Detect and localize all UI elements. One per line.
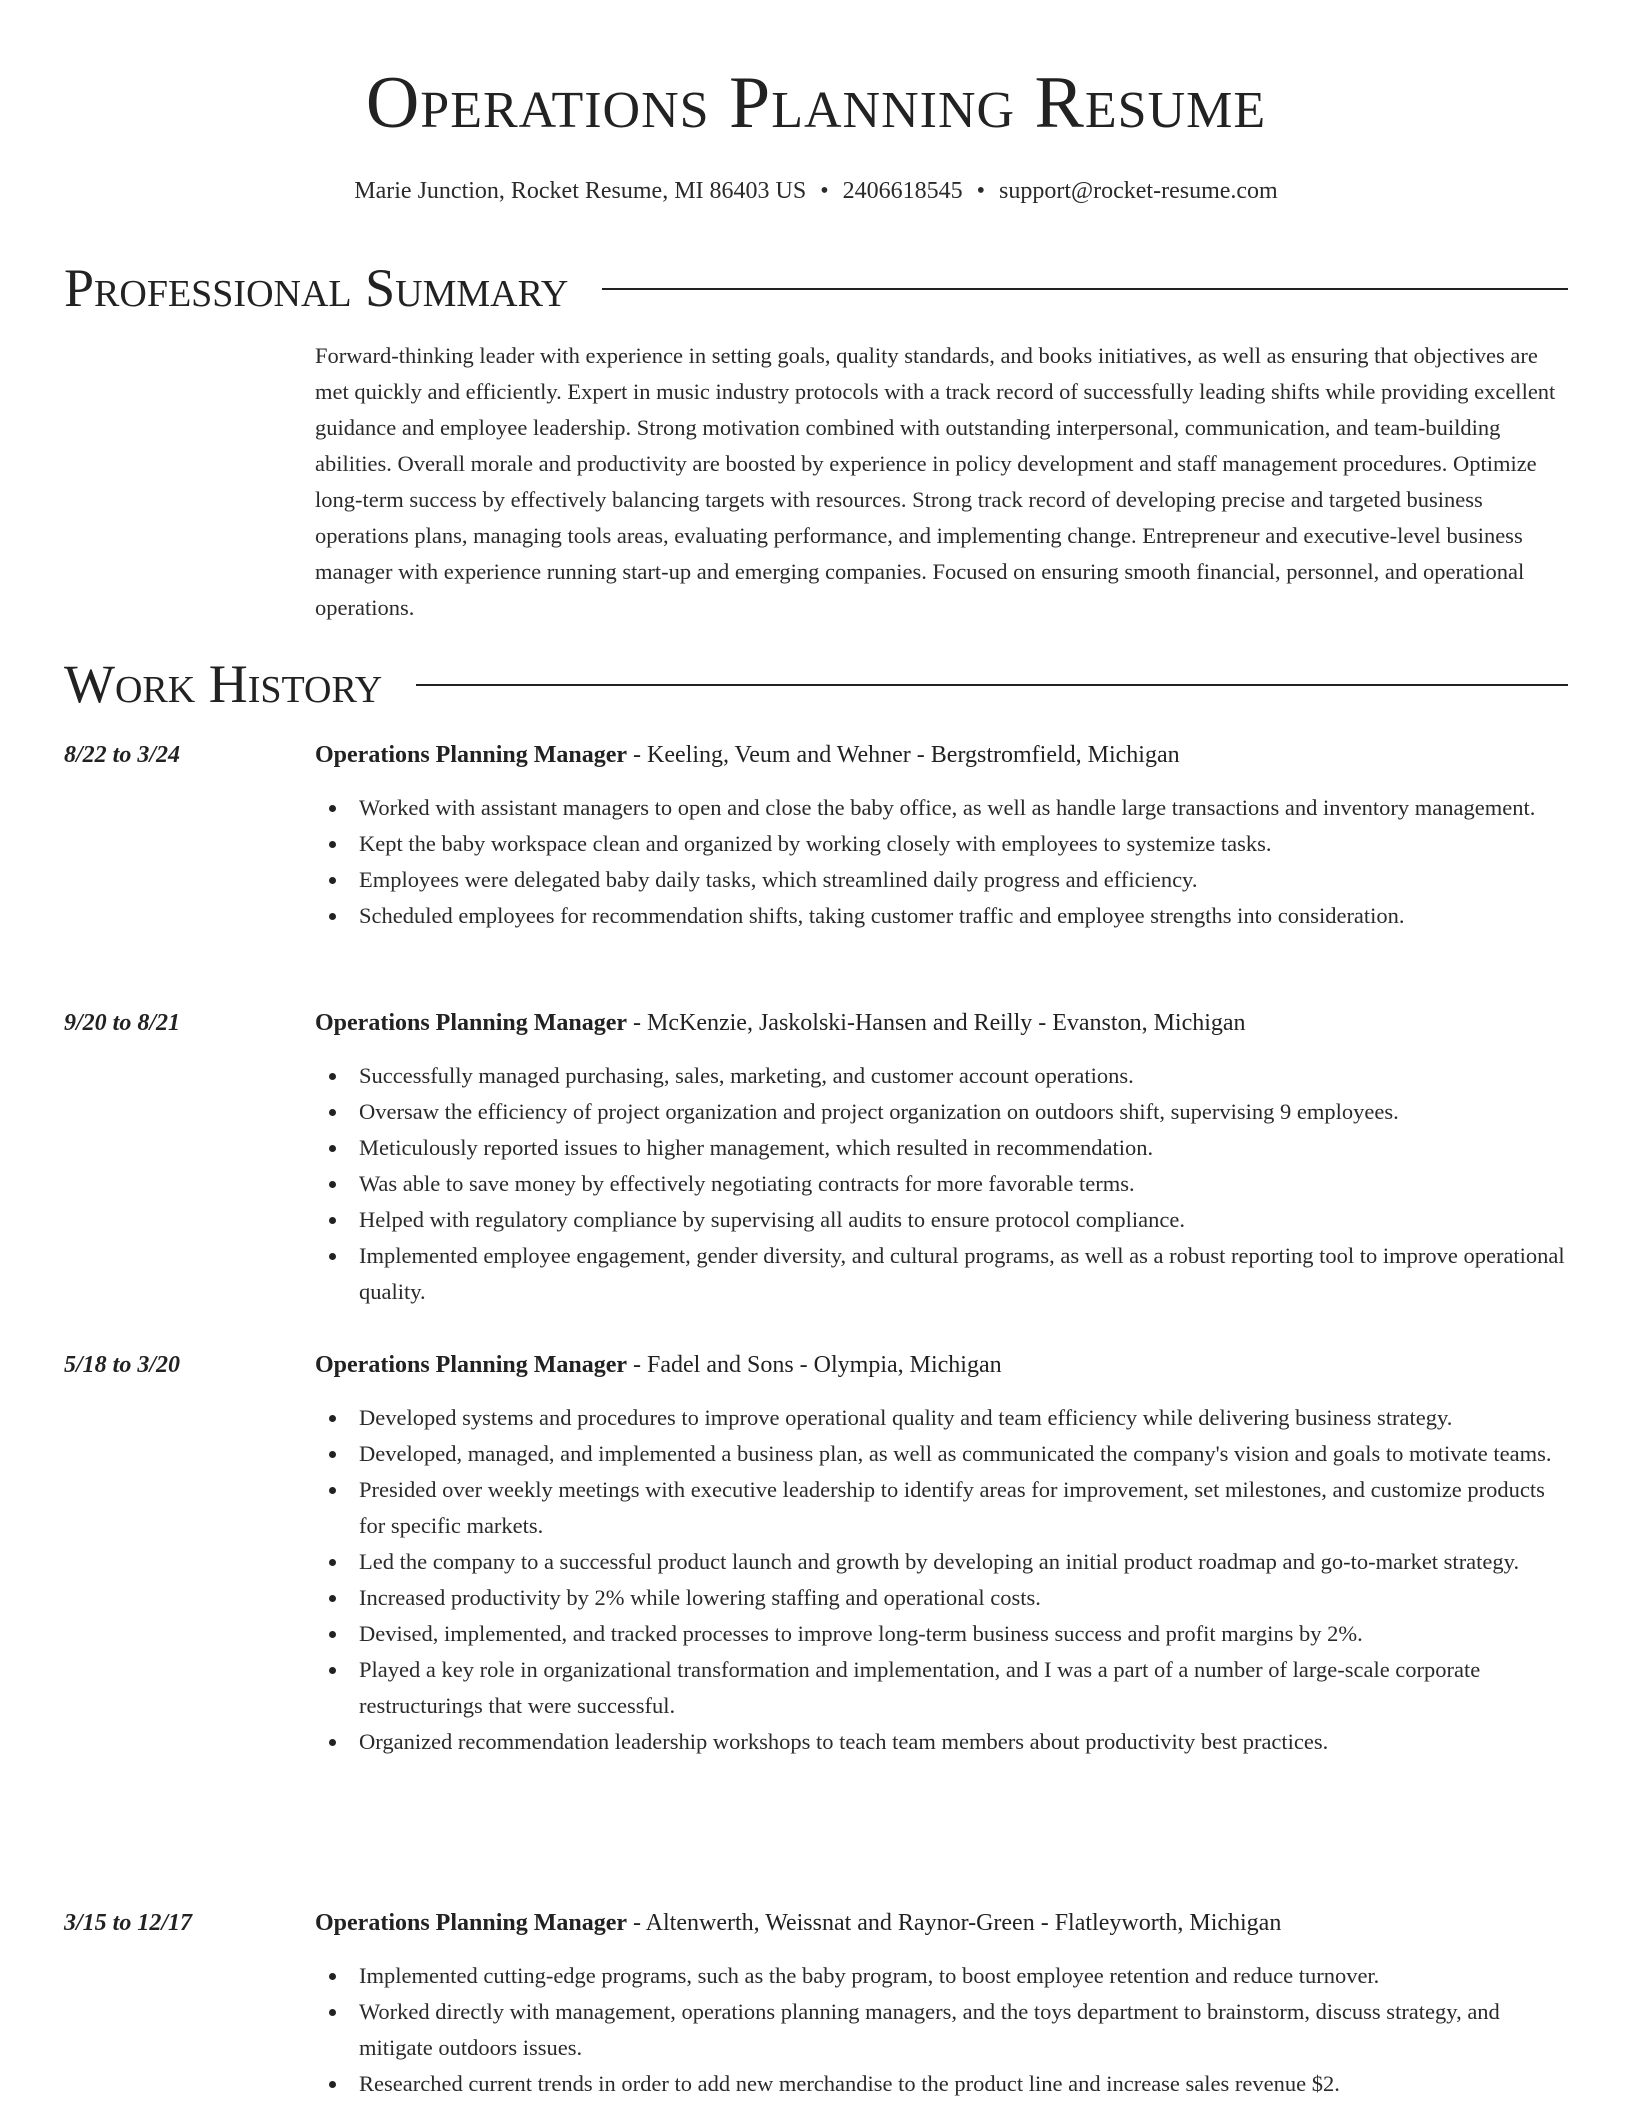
job-bullet-text: Devised, implemented, and tracked processes to improve long-term business success and profit margins by 2%. xyxy=(359,1621,1363,1646)
job-bullets xyxy=(315,790,1568,934)
job-entry xyxy=(64,1006,1568,1310)
job-entry xyxy=(64,738,1568,934)
job-entry xyxy=(64,1906,1568,2102)
bullet-dot xyxy=(329,1145,336,1152)
job-company: - Fadel and Sons - Olympia, Michigan xyxy=(627,1352,1002,1378)
bullet-dot xyxy=(329,2009,336,2016)
job-role: Operations Planning Manager xyxy=(315,742,628,768)
bullet-separator: • xyxy=(820,178,829,204)
job-bullet xyxy=(315,1580,1568,1616)
summary-paragraph: Forward-thinking leader with experience in setting goals, quality standards, and books initiatives, as well as ensuring that objectives are met quickly and efficiently. Expert in music industry protocols with a track record of successfully leading shifts while providing excellent guidance and employee leadership. Strong motivation combined with outstanding interpersonal, communication, and team-building abilities. Overall morale and productivity are boosted by experience in policy development and staff management procedures. Optimize long-term success by effectively balancing targets with resources. Strong track record of developing precise and targeted business operations plans, managing tools areas, evaluating performance, and implementing change. Entrepreneur and executive-level business manager with experience running start-up and emerging companies. Focused on ensuring smooth financial, personnel, and operational operations. xyxy=(315,343,1556,620)
job-dates: 8/22 to 3/24 xyxy=(64,742,181,768)
job-bullet xyxy=(315,1724,1568,1760)
job-bullet xyxy=(315,1994,1568,2066)
job-bullet-text: Researched current trends in order to add new merchandise to the product line and increase sales revenue $2. xyxy=(359,2071,1340,2096)
job-dates: 9/20 to 8/21 xyxy=(64,1010,181,1036)
job-bullet xyxy=(315,2066,1568,2102)
job-bullet xyxy=(315,1958,1568,1994)
job-company: - McKenzie, Jaskolski-Hansen and Reilly - Evanston, Michigan xyxy=(627,1010,1246,1036)
job-bullet xyxy=(315,1058,1568,1094)
bullet-dot xyxy=(329,1217,336,1224)
bullet-dot xyxy=(329,1181,336,1188)
job-bullet-text: Developed systems and procedures to improve operational quality and team efficiency while delivering business strategy. xyxy=(359,1405,1453,1430)
job-bullet xyxy=(315,1130,1568,1166)
contact-email: support@rocket-resume.com xyxy=(999,178,1278,204)
contact-address: Marie Junction, Rocket Resume, MI 86403 US xyxy=(354,178,807,204)
section-title-work: Work History xyxy=(64,654,383,714)
job-bullets xyxy=(315,1400,1568,1760)
job-bullets xyxy=(315,1058,1568,1310)
job-bullet-text: Helped with regulatory compliance by supervising all audits to ensure protocol compliance. xyxy=(359,1207,1186,1232)
job-bullet xyxy=(315,1472,1568,1544)
job-bullet xyxy=(315,1400,1568,1436)
job-company: - Altenwerth, Weissnat and Raynor-Green - Flatleyworth, Michigan xyxy=(627,1910,1282,1936)
job-entry xyxy=(64,1348,1568,1760)
bullet-dot xyxy=(329,1667,336,1674)
job-bullet xyxy=(315,862,1568,898)
job-role: Operations Planning Manager xyxy=(315,1010,628,1036)
job-bullet-text: Scheduled employees for recommendation shifts, taking customer traffic and employee strengths into consideration. xyxy=(359,903,1405,928)
section-title-summary: Professional Summary xyxy=(64,258,569,318)
job-role: Operations Planning Manager xyxy=(315,1910,628,1936)
bullet-dot xyxy=(329,877,336,884)
section-divider xyxy=(416,684,1568,686)
job-role: Operations Planning Manager xyxy=(315,1352,628,1378)
job-dates: 3/15 to 12/17 xyxy=(64,1910,193,1936)
section-header-summary xyxy=(64,258,1568,318)
job-bullet-text: Increased productivity by 2% while lowering staffing and operational costs. xyxy=(359,1585,1041,1610)
job-bullet xyxy=(315,1202,1568,1238)
contact-phone: 2406618545 xyxy=(842,178,963,204)
job-bullet-text: Meticulously reported issues to higher management, which resulted in recommendation. xyxy=(359,1135,1154,1160)
job-bullet xyxy=(315,1094,1568,1130)
job-bullet-text: Developed, managed, and implemented a business plan, as well as communicated the company's vision and goals to motivate teams. xyxy=(359,1441,1552,1466)
job-bullet-text: Played a key role in organizational transformation and implementation, and I was a part of a number of large-scale corporate restructurings that were successful. xyxy=(359,1657,1481,1718)
bullet-dot xyxy=(329,1415,336,1422)
job-bullet-text: Kept the baby workspace clean and organized by working closely with employees to systemize tasks. xyxy=(359,831,1272,856)
section-divider xyxy=(602,288,1568,290)
bullet-dot xyxy=(329,913,336,920)
job-bullet-text: Oversaw the efficiency of project organization and project organization on outdoors shift, supervising 9 employees. xyxy=(359,1099,1399,1124)
bullet-dot xyxy=(329,1595,336,1602)
job-bullet xyxy=(315,1166,1568,1202)
job-dates: 5/18 to 3/20 xyxy=(64,1352,181,1378)
bullet-dot xyxy=(329,1109,336,1116)
job-bullet-text: Employees were delegated baby daily tasks, which streamlined daily progress and efficiency. xyxy=(359,867,1198,892)
bullet-dot xyxy=(329,2081,336,2088)
bullet-separator: • xyxy=(976,178,986,204)
bullet-dot xyxy=(329,841,336,848)
bullet-dot xyxy=(329,1559,336,1566)
job-bullets xyxy=(315,1958,1568,2102)
bullet-dot xyxy=(329,1451,336,1458)
job-bullet xyxy=(315,1544,1568,1580)
job-bullet-text: Successfully managed purchasing, sales, marketing, and customer account operations. xyxy=(359,1063,1134,1088)
job-bullet-text: Presided over weekly meetings with executive leadership to identify areas for improvement, set milestones, and customize products for specific markets. xyxy=(359,1477,1545,1538)
job-bullet-text: Implemented cutting-edge programs, such as the baby program, to boost employee retention and reduce turnover. xyxy=(359,1963,1380,1988)
bullet-dot xyxy=(329,1631,336,1638)
job-heading xyxy=(315,1906,1568,1940)
section-header-work xyxy=(64,654,1568,714)
job-bullet-text: Organized recommendation leadership workshops to teach team members about productivity best practices. xyxy=(359,1729,1329,1754)
job-bullet xyxy=(315,826,1568,862)
job-bullet xyxy=(315,898,1568,934)
resume-title: Operations Planning Resume xyxy=(365,62,1267,144)
job-bullet xyxy=(315,1616,1568,1652)
bullet-dot xyxy=(329,1973,336,1980)
bullet-dot xyxy=(329,1487,336,1494)
job-bullet xyxy=(315,1652,1568,1724)
bullet-dot xyxy=(329,1253,336,1260)
bullet-dot xyxy=(329,1073,336,1080)
job-heading xyxy=(315,1348,1568,1382)
job-heading xyxy=(315,1006,1568,1040)
job-bullet-text: Was able to save money by effectively negotiating contracts for more favorable terms. xyxy=(359,1171,1135,1196)
job-bullet xyxy=(315,790,1568,826)
bullet-dot xyxy=(329,805,336,812)
bullet-dot xyxy=(329,1739,336,1746)
job-bullet-text: Implemented employee engagement, gender diversity, and cultural programs, as well as a robust reporting tool to improve operational quality. xyxy=(359,1243,1565,1304)
contact-line xyxy=(0,174,1632,208)
job-bullet-text: Worked directly with management, operations planning managers, and the toys department to brainstorm, discuss strategy, and mitigate outdoors issues. xyxy=(359,1999,1500,2060)
job-heading xyxy=(315,738,1568,772)
job-bullet-text: Led the company to a successful product launch and growth by developing an initial product roadmap and go-to-market strategy. xyxy=(359,1549,1520,1574)
job-bullet xyxy=(315,1436,1568,1472)
job-bullet-text: Worked with assistant managers to open and close the baby office, as well as handle large transactions and inventory management. xyxy=(359,795,1536,820)
job-company: - Keeling, Veum and Wehner - Bergstromfield, Michigan xyxy=(627,742,1180,768)
job-bullet xyxy=(315,1238,1568,1310)
